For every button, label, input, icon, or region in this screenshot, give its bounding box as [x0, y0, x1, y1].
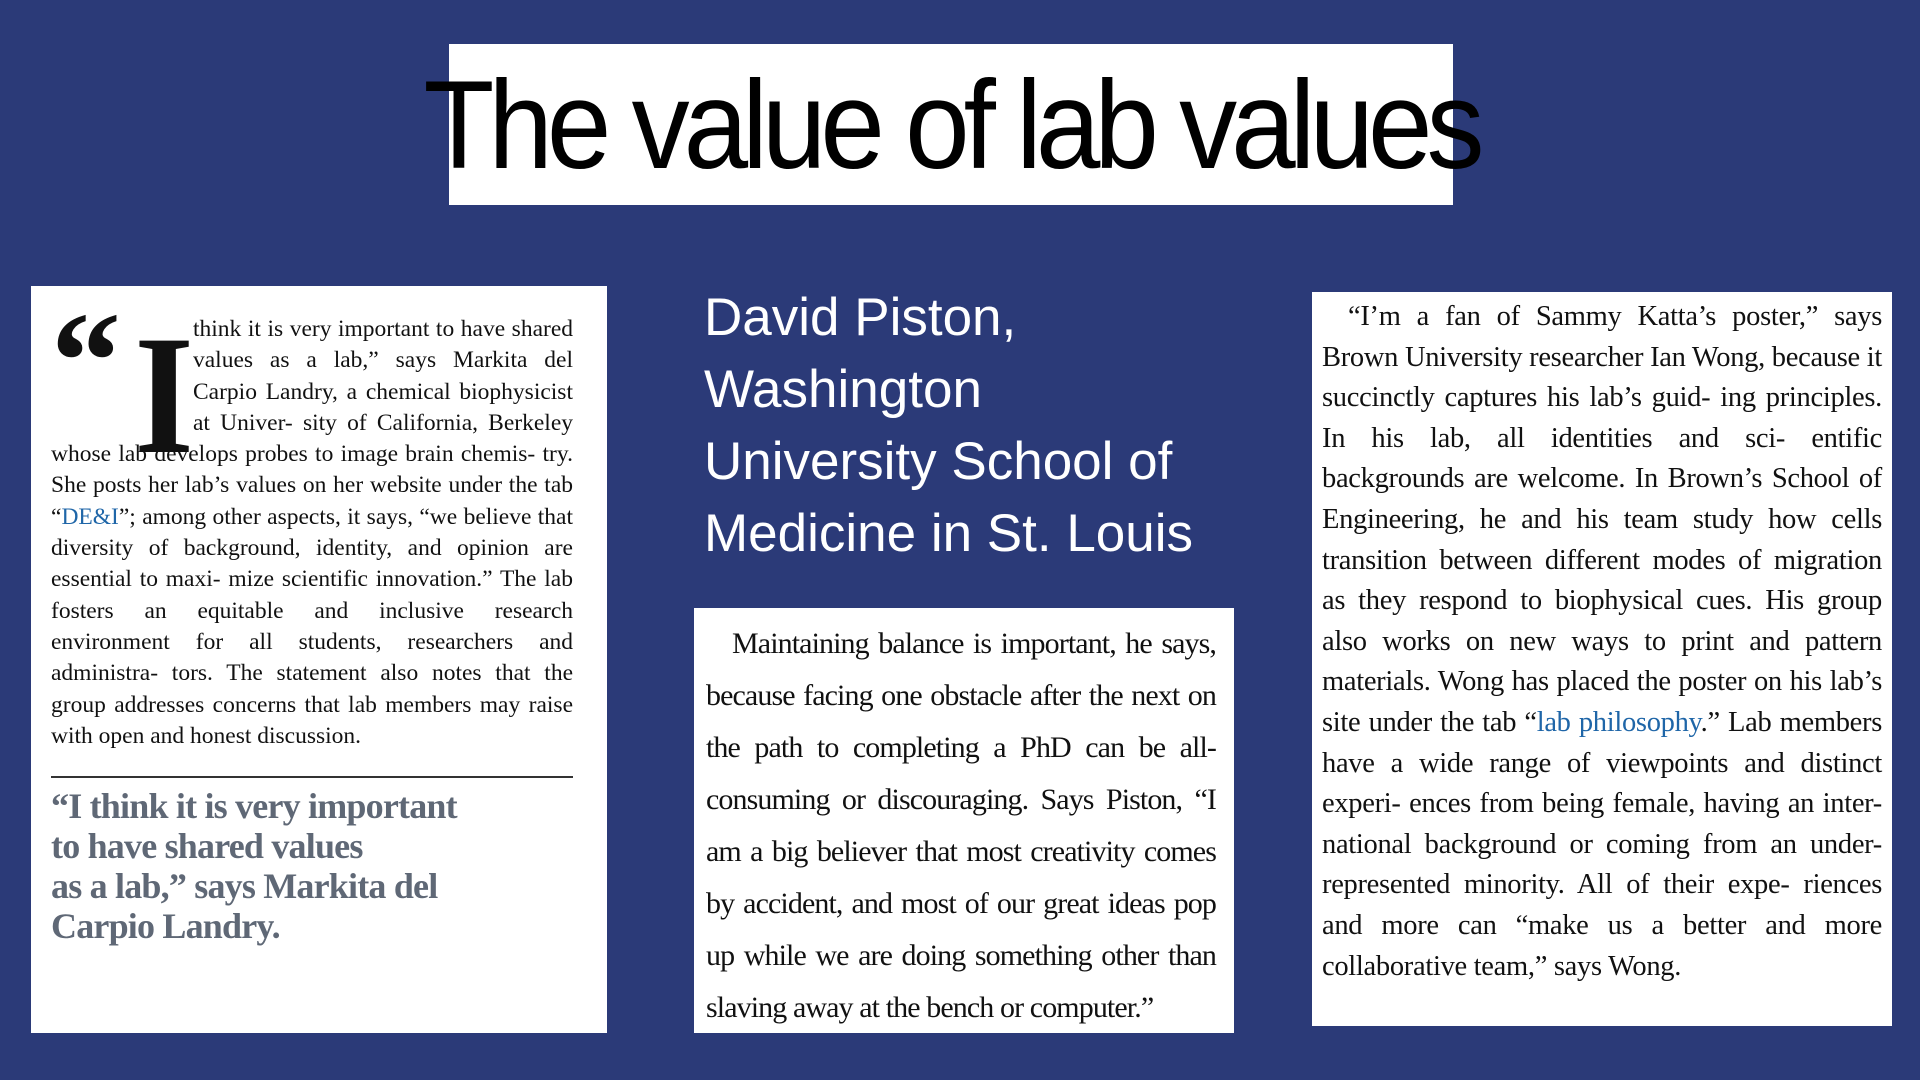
piston-article-text: Maintaining balance is important, he says, because facing one obstacle after the next on the path to completing a PhD can be all-consuming or discouraging. Says Piston, “I am a big believer that most creativity comes by accident, and most of our great ideas pop up while we are doing something other than slaving away at the bench or computer.”	[706, 627, 1216, 1024]
dropcap	[51, 284, 194, 489]
landry-article-panel	[31, 286, 607, 1033]
pull-quote-divider	[51, 776, 573, 778]
dei-tab-link[interactable]: DE&I	[61, 503, 119, 530]
dropcap-letter: I	[134, 301, 194, 489]
wong-article-panel	[1312, 292, 1892, 1026]
piston-byline: David Piston, Washington University School of Medicine in St. Louis	[704, 288, 1194, 563]
piston-quote-panel	[694, 608, 1234, 1033]
landry-article-text: think it is very important to have shared values as a lab,” says Markita del Carpio Landry, a chemical biophysicist at Univer- sity of California, Berkeley whose lab develops probes to image brain chemis- try. She posts her lab’s values on her website under the tab “DE&I”; among other aspects, it says, “we believe that diversity of background, identity, and opinion are essential to maxi- mize scientific innovation.” The lab fosters an equitable and inclusive research environment for all students, researchers and administra- tors. The statement also notes that the group addresses concerns that lab members may raise with open and honest discussion.	[51, 316, 574, 749]
dropcap-quote-mark: “	[51, 284, 121, 439]
pull-quote: “I think it is very important to have shared values as a lab,” says Markita del Carpio Landry.	[51, 786, 457, 947]
page-title: The value of lab values	[423, 54, 1479, 195]
title-banner	[423, 44, 1479, 205]
wong-article-text: “I’m a fan of Sammy Katta’s poster,” says Brown University researcher Ian Wong, because it succinctly captures his lab’s guid- ing principles. In his lab, all identities and sci- entific backgrounds are welcome. In Brown’s School of Engineering, he and his team study how cells transition between different modes of migration as they respond to biophysical cues. His group also works on new ways to print and pattern materials. Wong has placed the poster on his lab’s site under the tab “lab philosophy.” Lab members have a wide range of viewpoints and distinct experi- ences from being female, having an inter- national background or coming from an under-represented minority. All of their expe- riences and more can “make us a better and more collaborative team,” says Wong.	[1322, 301, 1883, 982]
lab-philosophy-link[interactable]: lab philosophy	[1536, 706, 1701, 738]
